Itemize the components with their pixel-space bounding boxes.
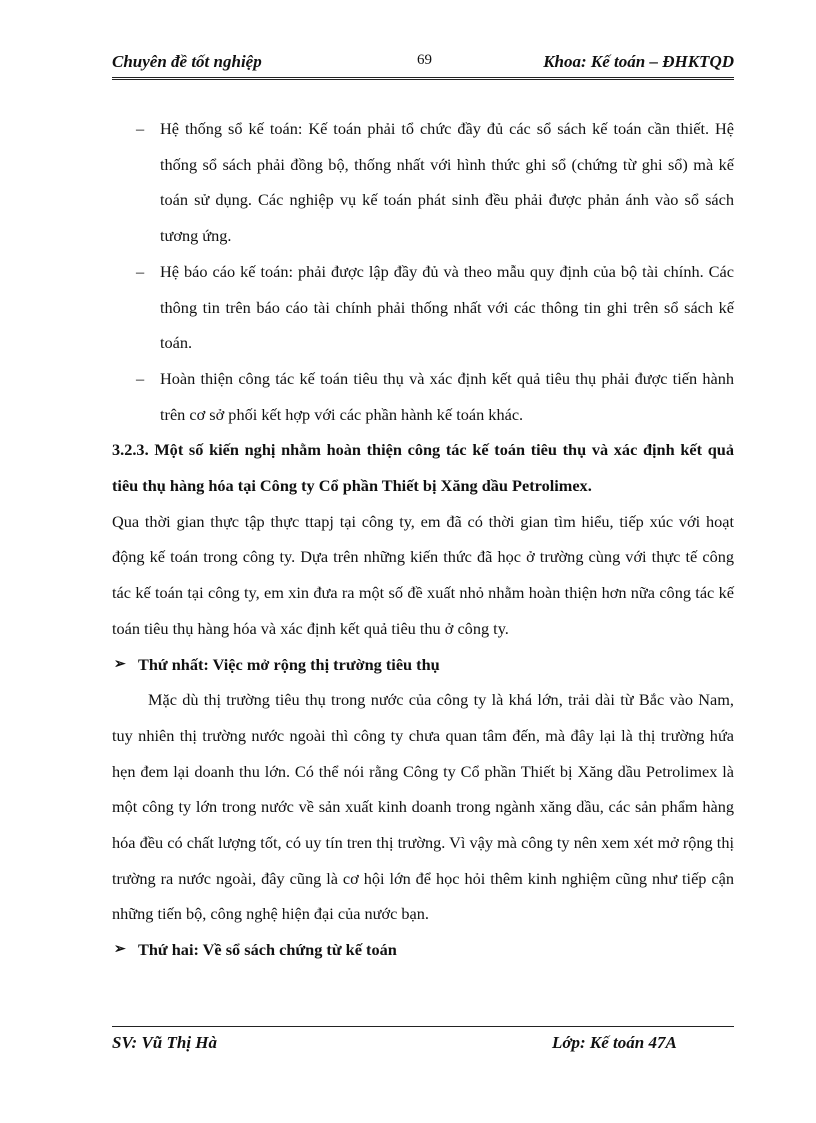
- page-number: 69: [417, 52, 432, 68]
- header-rule: [112, 77, 734, 80]
- bullet-text: Hệ thống sổ kế toán: Kế toán phải tổ chức đầy đủ các sổ sách kế toán cần thiết. Hệ thống sổ sách phải đồng bộ, thống nhất với hình thức ghi sổ (chứng từ ghi sổ) mà kế toán sử dụng. Các nghiệp vụ kế toán phát sinh đều phải được phản ánh vào sổ sách tương ứng.: [160, 119, 734, 246]
- bullet-text: Hoàn thiện công tác kế toán tiêu thụ và xác định kết quả tiêu thụ phải được tiến hành trên cơ sở phối kết hợp với các phần hành kế toán khác.: [160, 368, 734, 424]
- subheading-first-text: Thứ nhất: Việc mở rộng thị trường tiêu thụ: [138, 654, 440, 674]
- footer-student: SV: Vũ Thị Hà: [112, 1033, 218, 1052]
- intro-paragraph: Qua thời gian thực tập thực ttapj tại công ty, em đã có thời gian tìm hiểu, tiếp xúc với hoạt động kế toán trong công ty. Dựa trên những kiến thức đã học ở trường cùng với thực tế công tác kế toán tại công ty, em xin đưa ra một số đề xuất nhỏ nhằm hoàn thiện hơn nữa công tác kế toán tiêu thụ hàng hóa và xác định kết quả tiêu thu ở công ty.: [112, 511, 734, 638]
- header-faculty: Khoa: Kế toán – ĐHKTQD: [543, 52, 734, 71]
- page-header: [112, 52, 734, 78]
- page-body: [112, 111, 734, 968]
- subheading-second-text: Thứ hai: Về sổ sách chứng từ kế toán: [138, 940, 397, 960]
- paragraph-first: Mặc dù thị trường tiêu thụ trong nước của công ty là khá lớn, trải dài từ Bắc vào Nam, tuy nhiên thị trường nước ngoài thì công ty chưa quan tâm đến, mà đây lại là thị trường hứa hẹn đem lại doanh thu lớn. Có thể nói rằng Công ty Cổ phần Thiết bị Xăng dầu Petrolimex là một công ty lớn trong nước về sản xuất kinh doanh trong ngành xăng dầu, các sản phẩm hàng hóa đều có chất lượng tốt, có uy tín tren thị trường. Vì vậy mà công ty nên xem xét mở rộng thị trường ra nước ngoài, đây cũng là cơ hội lớn để học hỏi thêm kinh nghiệm cũng như tiếp cận những tiến bộ, công nghệ hiện đại của nước bạn.: [112, 690, 734, 924]
- footer-class: Lớp: Kế toán 47A: [552, 1033, 677, 1052]
- bullet-item: [112, 254, 734, 361]
- footer-rule: [112, 1026, 734, 1027]
- bullet-dash: –: [136, 119, 145, 138]
- bullet-item: [112, 361, 734, 432]
- subheading-second: [112, 932, 734, 968]
- bullet-text: Hệ báo cáo kế toán: phải được lập đầy đủ và theo mẫu quy định của bộ tài chính. Các thông tin trên báo cáo tài chính phải thống nhất với các thông tin ghi trên sổ sách kế toán.: [160, 261, 734, 353]
- bullet-dash: –: [136, 261, 145, 281]
- bullet-dash: –: [136, 368, 145, 388]
- arrow-icon: ➢: [114, 656, 126, 672]
- header-thesis-title: Chuyên đề tốt nghiệp: [112, 52, 262, 71]
- arrow-icon: ➢: [114, 942, 126, 958]
- bullet-item: [112, 111, 734, 254]
- page-footer: [112, 1033, 734, 1059]
- subheading-first: [112, 647, 734, 683]
- section-heading: 3.2.3. Một số kiến nghị nhằm hoàn thiện công tác kế toán tiêu thụ và xác định kết quả tiêu thụ hàng hóa tại Công ty Cổ phần Thiết bị Xăng dầu Petrolimex.: [112, 440, 734, 496]
